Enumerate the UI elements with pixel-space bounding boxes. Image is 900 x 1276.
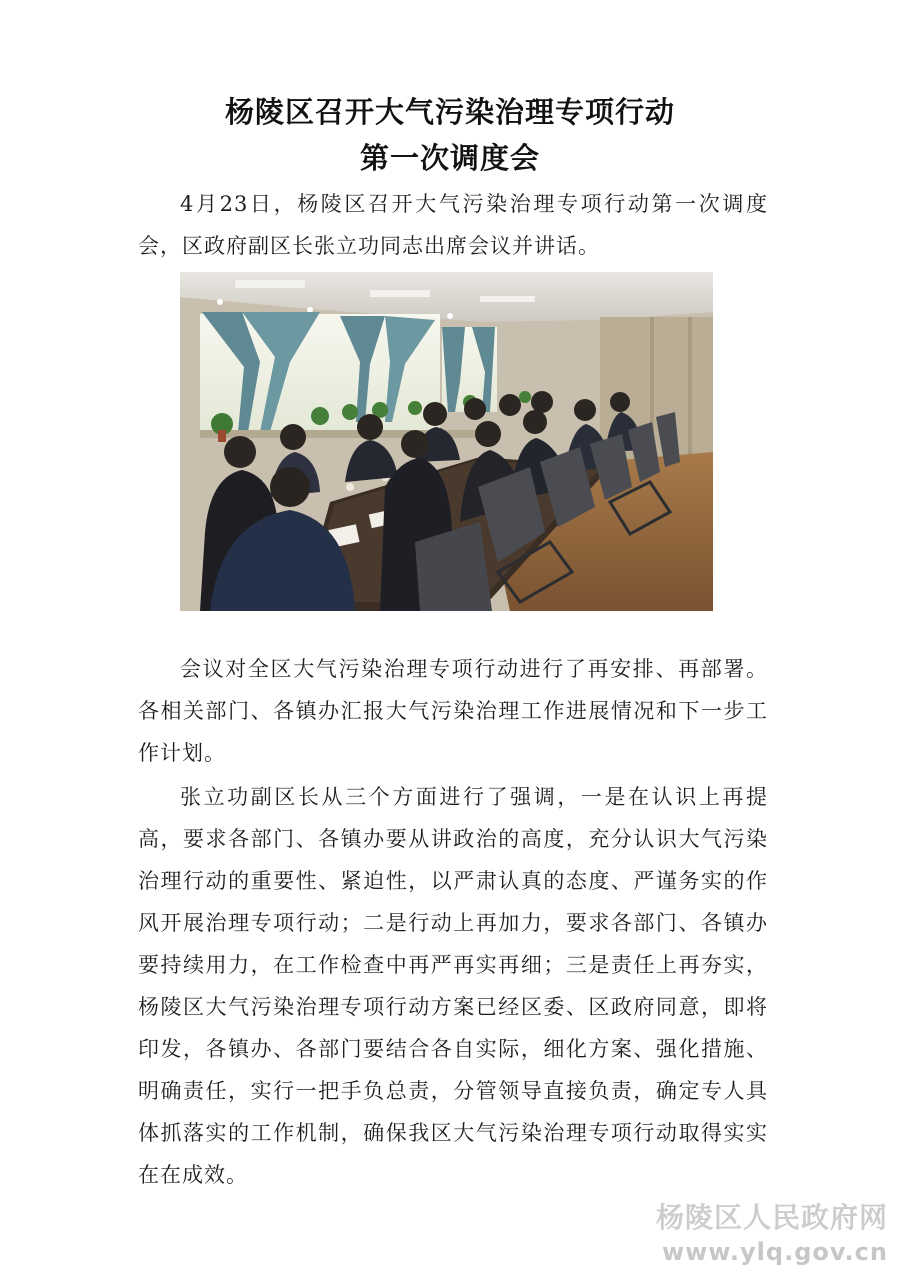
watermark-site-name: 杨陵区人民政府网 bbox=[655, 1201, 888, 1234]
article-paragraph-3: 张立功副区长从三个方面进行了强调，一是在认识上再提高，要求各部门、各镇办要从讲政治的高度，充分认识大气污染治理行动的重要性、紧迫性，以严肃认真的态度、严谨务实的作风开展治理专项行动；二是行动上再加力，要求各部门、各镇办要持续用力，在工作检查中再严再实再细；三是责任上再夯实，杨陵区大气污染治理专项行动方案已经区委、区政府同意，即将印发，各镇办、各部门要结合各自实际，细化方案、强化措施、明确责任，实行一把手负总责，分管领导直接负责，确定专人具体抓落实的工作机制，确保我区大气污染治理专项行动取得实实在在成效。 bbox=[138, 785, 768, 1187]
article-paragraph-1: 4月23日，杨陵区召开大气污染治理专项行动第一次调度会，区政府副区长张立功同志出席会议并讲话。 bbox=[138, 192, 768, 258]
article-title-line2: 第一次调度会 bbox=[359, 141, 540, 175]
article-paragraph-2: 会议对全区大气污染治理专项行动进行了再安排、再部署。各相关部门、各镇办汇报大气污染治理工作进展情况和下一步工作计划。 bbox=[138, 657, 768, 765]
watermark-site-url: www.ylq.gov.cn bbox=[661, 1238, 888, 1266]
article-title-line1: 杨陵区召开大气污染治理专项行动 bbox=[224, 95, 675, 129]
site-watermark bbox=[656, 1196, 888, 1266]
meeting-photo bbox=[180, 272, 713, 611]
